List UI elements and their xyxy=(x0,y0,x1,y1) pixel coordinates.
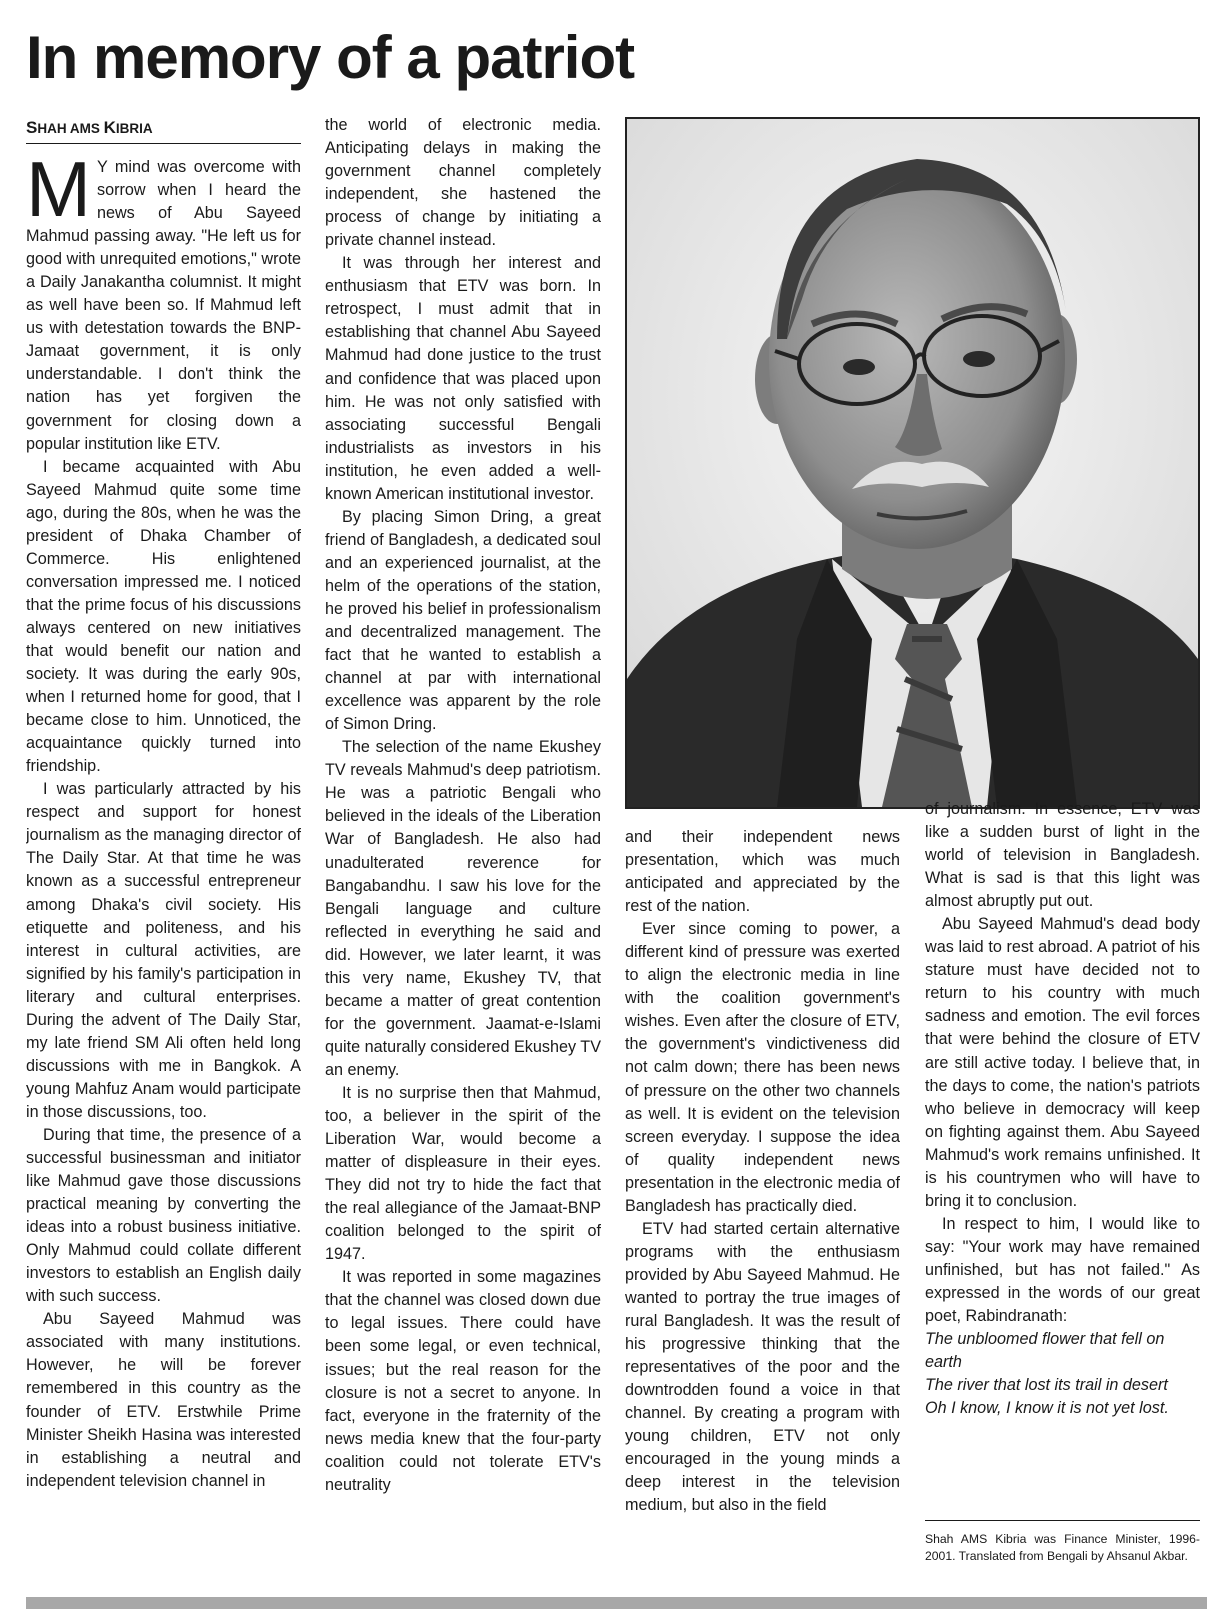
paragraph: In respect to him, I would like to say: "Your work may have remained unfinished, but has not failed." As expressed in the words of our great poet, Rabindranath: xyxy=(925,1214,1200,1326)
poem-line: The unbloomed flower that fell on earth xyxy=(925,1330,1165,1372)
paragraph: of journalism. In essence, ETV was like a sudden burst of light in the world of television in Bangladesh. What is sad is that this light was almost abruptly put out. xyxy=(925,800,1200,911)
byline-smallcaps-1: HAH AMS xyxy=(37,121,104,136)
paragraph-text: Y mind was overcome with sorrow when I heard the news of Abu Sayeed Mahmud passing away. "He left us for good with unrequited emotions," wrote a Daily Janakantha columnist. It might as well have been so. If Mahmud left us with detestation towards the BNP-Jamaat government, it is only understandable. I don't think the nation has yet forgiven the government for closing down a popular institution like ETV. xyxy=(26,158,301,453)
bottom-rule xyxy=(26,1597,1207,1609)
byline-smallcaps-2: IBRIA xyxy=(115,121,153,136)
portrait-photo xyxy=(625,117,1200,809)
paragraph xyxy=(26,156,301,456)
paragraph: ETV had started certain alternative programs with the enthusiasm provided by Abu Sayeed Mahmud. He wanted to portray the true images of rural Bangladesh. It was the result of his progressive thinking that the representatives of the poor and the downtrodden found a voice in that channel. By creating a program with young children, ETV not only encouraged in the young minds a deep interest in the television medium, but also in the field xyxy=(625,1219,900,1515)
paragraph: I was particularly attracted by his respect and support for honest journalism as the managing director of The Daily Star. At that time he was known as a successful entrepreneur among Dhaka's civil society. His etiquette and politeness, and his interest in cultural activities, are signified by his family's participation in literary and cultural enterprises. During the advent of The Daily Star, my late friend SM Ali often held long discussions with me in Bangkok. A young Mahfuz Anam would participate in those discussions, too. xyxy=(26,780,301,1121)
paragraph: I became acquainted with Abu Sayeed Mahmud quite some time ago, during the 80s, when he was the president of Dhaka Chamber of Commerce. His enlightened conversation impressed me. I noticed that the prime focus of his discussions always centered on new initiatives that would benefit our nation and society. It was during the early 90s, when I returned home for good, that I became close to him. Unnoticed, the acquaintance quickly turned into friendship. xyxy=(26,457,301,776)
poem-line: The river that lost its trail in desert xyxy=(925,1376,1168,1395)
byline-k: K xyxy=(103,118,116,137)
paragraph: Abu Sayeed Mahmud's dead body was laid to rest abroad. A patriot of his stature must have decided not to return to his country with much sadness and emotion. The evil forces that were behind the closure of ETV are still active today. I believe that, in the days to come, the nation's patriots who believe in democracy will keep on fighting against them. Abu Sayeed Mahmud's work remains unfinished. It is his countrymen who will have to bring it to conclusion. xyxy=(925,915,1200,1210)
article-column-3 xyxy=(625,826,900,1594)
paragraph: Ever since coming to power, a different kind of pressure was exerted to align the electronic media in line with the coalition government's wishes. Even after the closure of ETV, the government's vindictiveness did not calm down; there has been news of pressure on the other two channels as well. It is evident on the television screen everyday. I suppose the idea of quality independent news presentation in the electronic media of Bangladesh has practically died. xyxy=(625,920,900,1215)
article-column-1 xyxy=(26,156,301,1594)
headline: In memory of a patriot xyxy=(26,24,635,91)
paragraph: It is no surprise then that Mahmud, too, a believer in the spirit of the Liberation War, would become a matter of displeasure in their eyes. They did not try to hide the fact that the real allegiance of the Jamaat-BNP coalition belonged to the spirit of 1947. xyxy=(325,1083,601,1264)
author-footnote: Shah AMS Kibria was Finance Minister, 1996-2001. Translated from Bengali by Ahsanul Akbar. xyxy=(925,1520,1200,1565)
portrait-illustration xyxy=(627,119,1198,807)
paragraph: The selection of the name Ekushey TV reveals Mahmud's deep patriotism. He was a patriotic Bengali who believed in the ideals of the Liberation War of Bangladesh. He also had unadulterated reverence for Bangabandhu. I saw his love for the Bengali language and culture reflected in everything he said and did. However, we later learnt, it was this very name, Ekushey TV, that became a matter of great contention for the government. Jaamat-e-Islami quite naturally considered Ekushey TV an enemy. xyxy=(325,738,601,1079)
paragraph: It was through her interest and enthusiasm that ETV was born. In retrospect, I must admit that in establishing that channel Abu Sayeed Mahmud had done justice to the trust and confidence that was placed upon him. He was not only satisfied with associating successful Bengali industrialists as investors in his institution, he even added a well-known American institutional investor. xyxy=(325,254,601,503)
byline xyxy=(26,116,301,144)
byline-initial: S xyxy=(26,118,38,137)
article-column-2 xyxy=(325,114,601,1594)
paragraph: By placing Simon Dring, a great friend of Bangladesh, a dedicated soul and an experienced journalist, at the helm of the operations of the station, he proved his belief in professionalism and decentralized management. The fact that he wanted to establish a channel at par with international excellence was apparent by the role of Simon Dring. xyxy=(325,507,601,734)
drop-cap: M xyxy=(26,156,91,233)
paragraph: and their independent news presentation, which was much anticipated and appreciated by the rest of the nation. xyxy=(625,828,900,916)
article-column-4 xyxy=(925,798,1200,1506)
paragraph: During that time, the presence of a successful businessman and initiator like Mahmud gave those discussions practical meaning by converting the ideas into a robust business initiative. Only Mahmud could collate different investors to establish an English daily with such success. xyxy=(26,1125,301,1306)
paragraph: Abu Sayeed Mahmud was associated with many institutions. However, he will be forever remembered in this country as the founder of ETV. Erstwhile Prime Minister Sheikh Hasina was interested in establishing a neutral and independent television channel in xyxy=(26,1310,301,1490)
paragraph: the world of electronic media. Anticipating delays in making the government channel completely independent, she hastened the process of change by initiating a private channel instead. xyxy=(325,116,601,250)
paragraph: It was reported in some magazines that the channel was closed down due to legal issues. There could have been some legal, or even technical, issues; but the real reason for the closure is not a secret to anyone. In fact, everyone in the fraternity of the news media knew that the four-party coalition could not tolerate ETV's neutrality xyxy=(325,1268,601,1494)
poem-line: Oh I know, I know it is not yet lost. xyxy=(925,1399,1169,1418)
